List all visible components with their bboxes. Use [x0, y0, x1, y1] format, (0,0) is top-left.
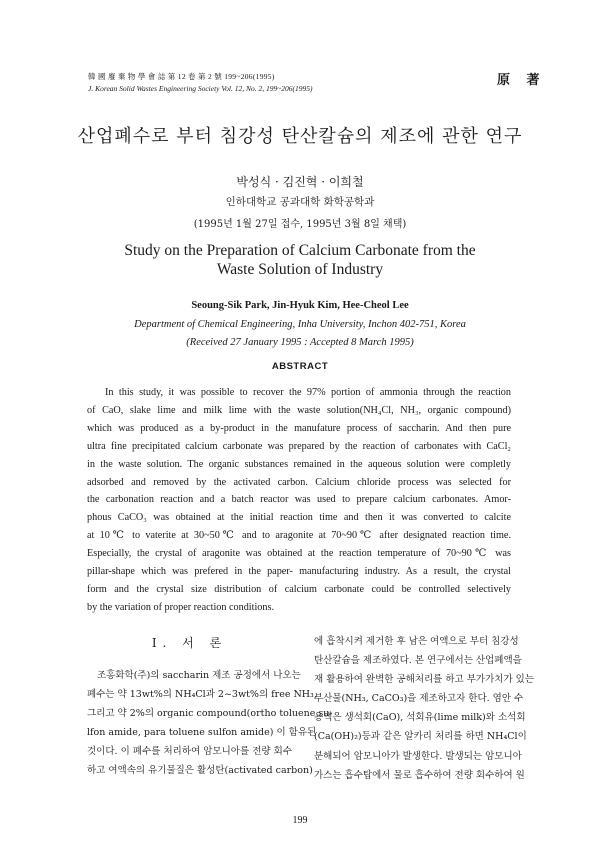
body-line: 폐수는 약 13wt%의 NH₄Cl과 2~3wt%의 free NH₃, — [87, 689, 317, 701]
abstract-line: adsorbed and removed by the activated carbon. Calcium chloride process was selected for — [87, 476, 511, 488]
abstract-line: of CaO, slake lime and milk lime with the waste solution(NH₄Cl, NH₃, organic compound) — [87, 404, 511, 416]
title-english — [80, 241, 520, 279]
title-korean: 산업폐수로 부터 침강성 탄산칼슘의 제조에 관한 연구 — [77, 126, 523, 147]
abstract-line: in the waste solution. The organic substances remained in the aqueous solution were completly — [87, 458, 511, 470]
body-line: 용액은 생석회(CaO), 석회유(lime milk)와 소석회 — [314, 712, 526, 724]
authors-korean: 박성식 · 김진혁 · 이희철 — [236, 175, 364, 189]
abstract-line: which was produced as a by-product in the manufature process of saccharin. And then pure — [87, 422, 511, 434]
body-line: 가스는 흡수탑에서 물로 흡수하여 전량 회수하여 원 — [314, 769, 525, 781]
body-line: (Ca(OH)₂)등과 같은 알카리 처리를 하면 NH₄Cl이 — [314, 731, 527, 743]
authors-english: Seoung-Sik Park, Jin-Hyuk Kim, Hee-Cheol Lee — [191, 300, 409, 311]
abstract-line: pillar-shape which was prefered in the paper- manufacturing industry. As a result, the crystal — [87, 566, 511, 578]
body-line: 에 흡착시켜 제거한 후 남은 여액으로 부터 침강성 — [314, 636, 519, 647]
body-line: 조홍화학(주)의 saccharin 제조 공정에서 나오는 — [97, 670, 301, 681]
section-heading-introduction: Ⅰ. 서 론 — [151, 636, 228, 650]
affiliation-english: Department of Chemical Engineering, Inha University, Inchon 402-751, Korea — [134, 319, 466, 330]
article-type-label: 原 著 — [497, 73, 546, 88]
body-line: lfon amide, para toluene sulfon amide) 이 함유된 — [87, 727, 317, 739]
right-column — [314, 632, 535, 785]
left-column — [87, 632, 333, 781]
affiliation-korean: 인하대학교 공과대학 화학공학과 — [225, 196, 375, 208]
abstract-line: at 10℃ to vaterite at 30~50℃ and to aragonite at 70~90℃ after designated reaction time. — [87, 530, 511, 542]
journal-header-korean: 韓 國 廢 棄 物 學 會 誌 第 12 卷 第 2 號 199~206(1995) — [88, 72, 275, 81]
body-line: 부산물(NH₃, CaCO₃)을 제조하고자 한다. 염안 수 — [314, 693, 524, 705]
abstract-line: In this study, it was possible to recover the 97% portion of ammonia through the reaction — [105, 387, 511, 398]
received-date-korean: (1995년 1월 27일 접수, 1995년 3월 8일 채택) — [193, 219, 407, 230]
abstract-line: form and the crystal size distribution of calcium carbonate could be controlled selectively — [87, 583, 511, 595]
abstract-heading: ABSTRACT — [271, 361, 329, 372]
abstract-line: by the variation of proper reaction conditions. — [87, 601, 274, 613]
body-line: 그리고 약 2%의 organic compound(ortho toluene su- — [87, 708, 333, 720]
abstract-body — [87, 384, 511, 617]
abstract-line: phous CaCO₃ was obtained at the initial reaction time and then it was converted to calcite — [87, 512, 511, 524]
body-line: 것이다. 이 폐수를 처리하여 암모니아를 전량 회수 — [87, 746, 292, 758]
body-line: 탄산칼슘을 제조하였다. 본 연구에서는 산업폐액을 — [314, 655, 522, 667]
title-english-line2: Waste Solution of Industry — [216, 261, 384, 278]
journal-header-english: J. Korean Solid Wastes Engineering Society Vol. 12, No. 2, 199~206(1995) — [88, 84, 313, 93]
abstract-line: Especially, the crystal of aragonite was obtained at the reaction temperature of 70~90℃ was — [87, 548, 511, 560]
page-number: 199 — [292, 815, 308, 826]
abstract-line: ultra fine precipitated calcium carbonate was prepared by the reaction of carbonates with CaCl₂ — [87, 440, 511, 452]
title-english-line1: Study on the Preparation of Calcium Carbonate from the — [124, 242, 476, 259]
body-line: 하고 여액속의 유기물질은 활성탄(activated carbon) — [87, 765, 313, 777]
received-date-english: (Received 27 January 1995 : Accepted 8 March 1995) — [186, 337, 414, 348]
body-line: 분해되어 암모니아가 발생한다. 발생되는 암모니아 — [314, 750, 522, 762]
body-line: 재 활용하여 완벽한 공해처리를 하고 부가가치가 있는 — [314, 674, 535, 686]
abstract-line: the carbonation reaction and a batch reactor was used to prepare calcium carbonates. Amor- — [87, 494, 511, 506]
